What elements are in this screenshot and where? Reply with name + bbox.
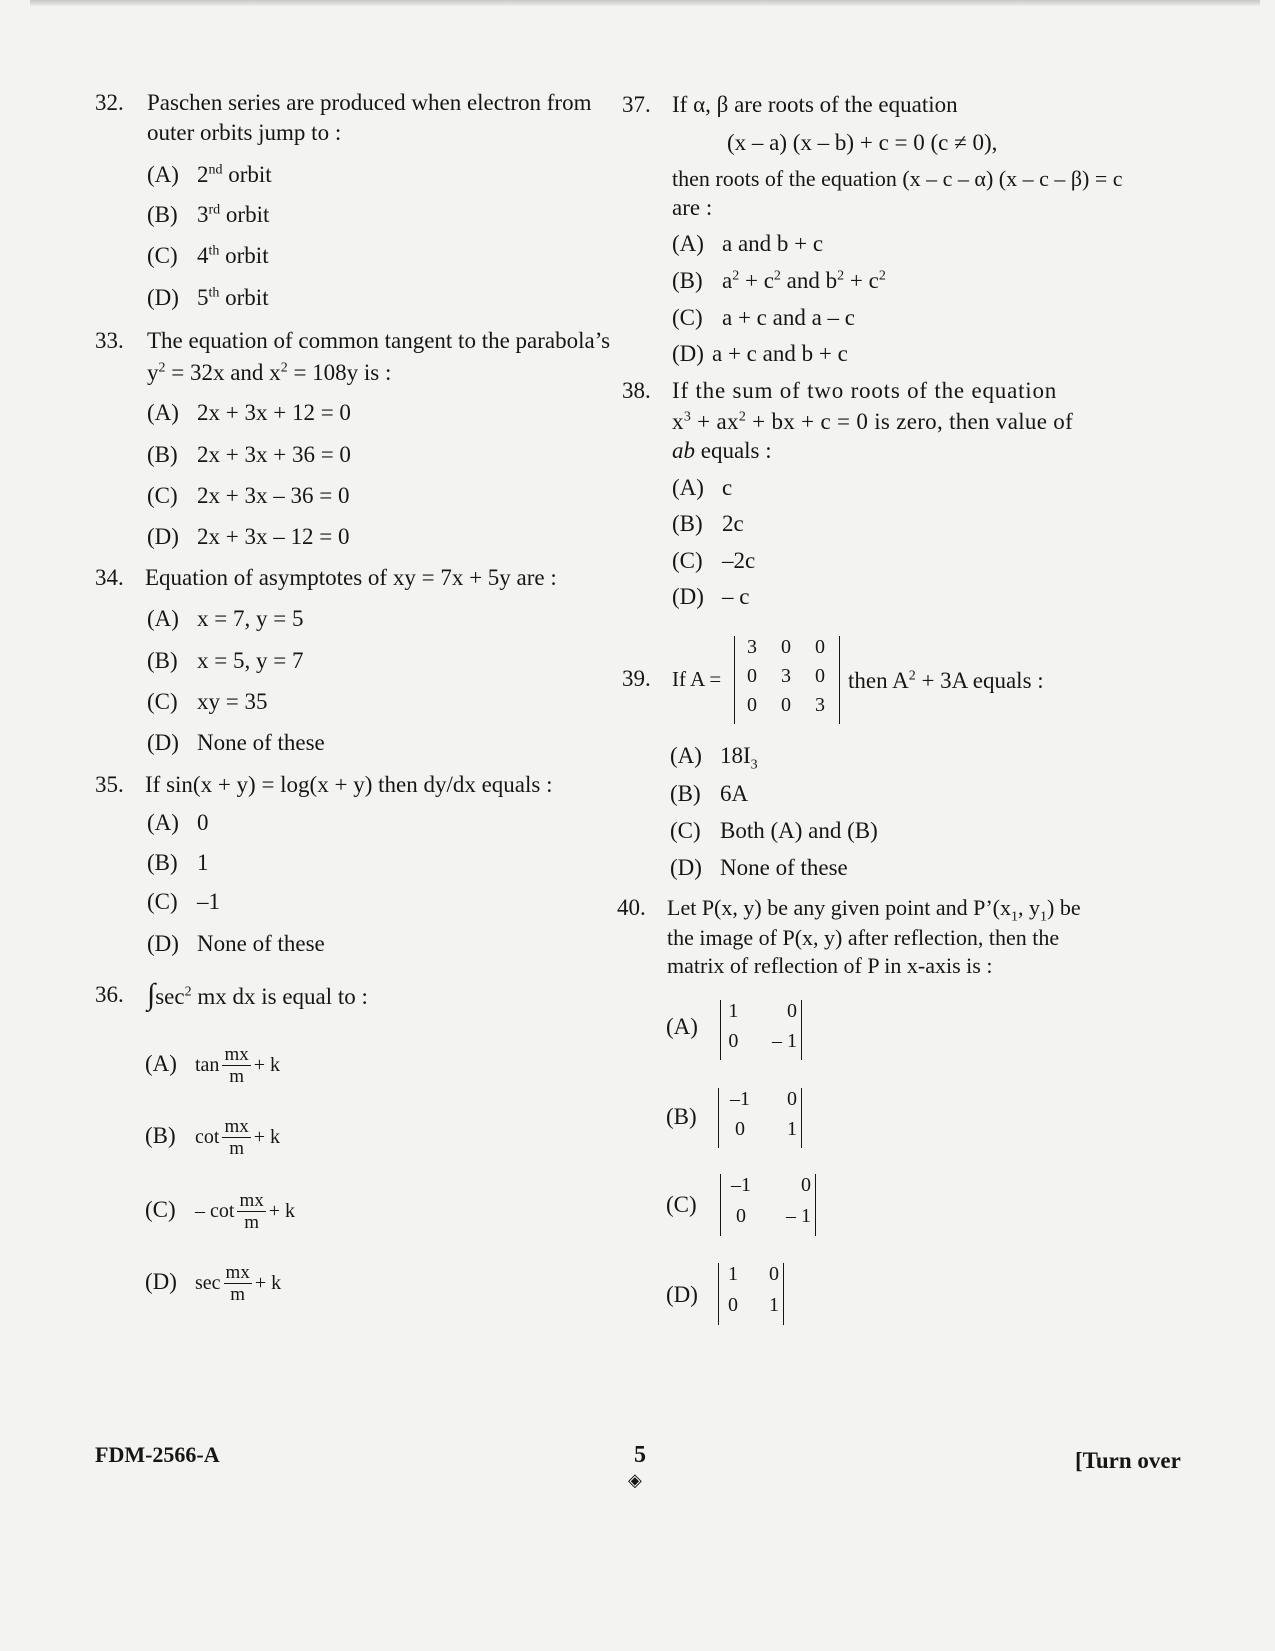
option-40a: (A) <box>666 1014 698 1039</box>
question-37-text2: then roots of the equation (x – c – α) (x – c – β) = c <box>672 166 1123 191</box>
option-34a: (A) x = 7, y = 5 <box>147 606 304 631</box>
option-40b: (B) <box>666 1104 697 1129</box>
option-39b: (B) 6A <box>670 781 749 806</box>
paper-code: FDM-2566-A <box>95 1442 220 1467</box>
option-38d: (D) – c <box>672 584 750 609</box>
option-35a: (A) 0 <box>147 810 209 835</box>
question-38-line2: $x^3 + ax^2$ + bx + c = 0 is zero, then value of <box>672 409 1074 434</box>
option-40d: (D) <box>666 1282 698 1307</box>
option-37d: (D) a + c and b + c <box>672 341 848 366</box>
option-36b: (B) cot $\frac{mx}{m}$ + k <box>145 1116 280 1159</box>
question-number: 34. <box>95 565 124 590</box>
option-35d: (D) None of these <box>147 931 325 956</box>
option-34c: (C) xy = 35 <box>147 689 268 714</box>
option-36a: (A) tan $\frac{mx}{m}$ + k <box>145 1044 280 1087</box>
integral-sign: ∫ <box>147 978 156 1011</box>
question-38-line3: ab equals : <box>672 438 772 463</box>
question-text-line1: Let P(x, y) be any given point and $P’(x_1$, $y_1$) be <box>667 895 1081 925</box>
option-37b: (B) $a^2 + c^2$ and $b^2 + c^2$ <box>672 268 886 293</box>
matrix-40b: –1 0 0 1 <box>718 1088 802 1148</box>
question-39-suffix: then $A^2 + 3A$ equals : <box>848 668 1044 693</box>
option-40c: (C) <box>666 1192 697 1217</box>
question-number: 38. <box>622 378 651 403</box>
question-40-line3: matrix of reflection of P in x-axis is : <box>667 953 993 978</box>
question-37-text3: are : <box>672 195 713 220</box>
question-text: The equation of common tangent to the parabola’s <box>147 328 611 353</box>
matrix-40d: 1 0 0 1 <box>718 1263 784 1325</box>
option-35c: (C) –1 <box>147 889 220 914</box>
question-number: 32. <box>95 90 124 115</box>
option-32b: (B) 3rd orbit <box>147 202 270 227</box>
question-number: 35. <box>95 772 124 797</box>
question-number: 33. <box>95 328 124 353</box>
question-number: 40. <box>617 895 646 920</box>
question-number: 39. <box>622 666 651 691</box>
option-34d: (D) None of these <box>147 730 325 755</box>
question-number: 37. <box>622 92 651 117</box>
question-text: If α, β are roots of the equation <box>672 92 958 117</box>
option-37a: (A) a and b + c <box>672 231 824 256</box>
question-37-equation: (x – a) (x – b) + c = 0 (c ≠ 0), <box>727 130 998 155</box>
question-text: $\int\sec^2$ mx dx is equal to : <box>147 978 368 1011</box>
turn-over-note: [Turn over <box>1075 1448 1181 1473</box>
diamond-icon: ◈ <box>628 1470 642 1490</box>
question-number: 36. <box>95 982 124 1007</box>
option-39a: (A) $18I_3$ <box>670 743 758 773</box>
matrix-40a: 1 0 0 – 1 <box>720 1000 802 1060</box>
page-number: 5 <box>634 1442 646 1468</box>
option-38a: (A) c <box>672 475 733 500</box>
question-40-line2: the image of P(x, y) after reflection, then the <box>667 925 1060 950</box>
scan-top-edge <box>30 0 1260 6</box>
matrix-40c: –1 0 0 – 1 <box>720 1174 816 1236</box>
option-32d: (D) 5th orbit <box>147 285 269 310</box>
option-36c: (C) – cot $\frac{mx}{m}$ + k <box>145 1190 295 1233</box>
option-39c: (C) Both (A) and (B) <box>670 818 878 843</box>
option-32a: (A) 2nd orbit <box>147 162 272 187</box>
option-35b: (B) 1 <box>147 850 209 875</box>
option-39d: (D) None of these <box>670 855 848 880</box>
option-32c: (C) 4th orbit <box>147 243 269 268</box>
option-37c: (C) a + c and a – c <box>672 305 856 330</box>
question-text: If sin(x + y) = log(x + y) then dy/dx equals : <box>145 772 553 797</box>
option-34b: (B) x = 5, y = 7 <box>147 648 304 673</box>
question-text-prefix: If A = <box>672 667 722 691</box>
question-text: If the sum of two roots of the equation <box>672 378 1058 403</box>
option-33b: (B) 2x + 3x + 36 = 0 <box>147 442 351 467</box>
option-33a: (A) 2x + 3x + 12 = 0 <box>147 400 351 425</box>
option-36d: (D) sec $\frac{mx}{m}$ + k <box>145 1262 282 1305</box>
option-33c: (C) 2x + 3x – 36 = 0 <box>147 483 350 508</box>
matrix-a: 3 0 0 0 3 0 0 0 3 <box>734 636 840 724</box>
question-33-equation: $y^2 = 32x$ and $x^2 = 108y$ is : <box>147 360 392 385</box>
option-38c: (C) –2c <box>672 548 756 573</box>
question-text: Equation of asymptotes of xy = 7x + 5y are : <box>145 565 557 590</box>
option-33d: (D) 2x + 3x – 12 = 0 <box>147 524 350 549</box>
option-38b: (B) 2c <box>672 511 744 536</box>
question-text: Paschen series are produced when electron from outer orbits jump to : <box>147 90 592 145</box>
